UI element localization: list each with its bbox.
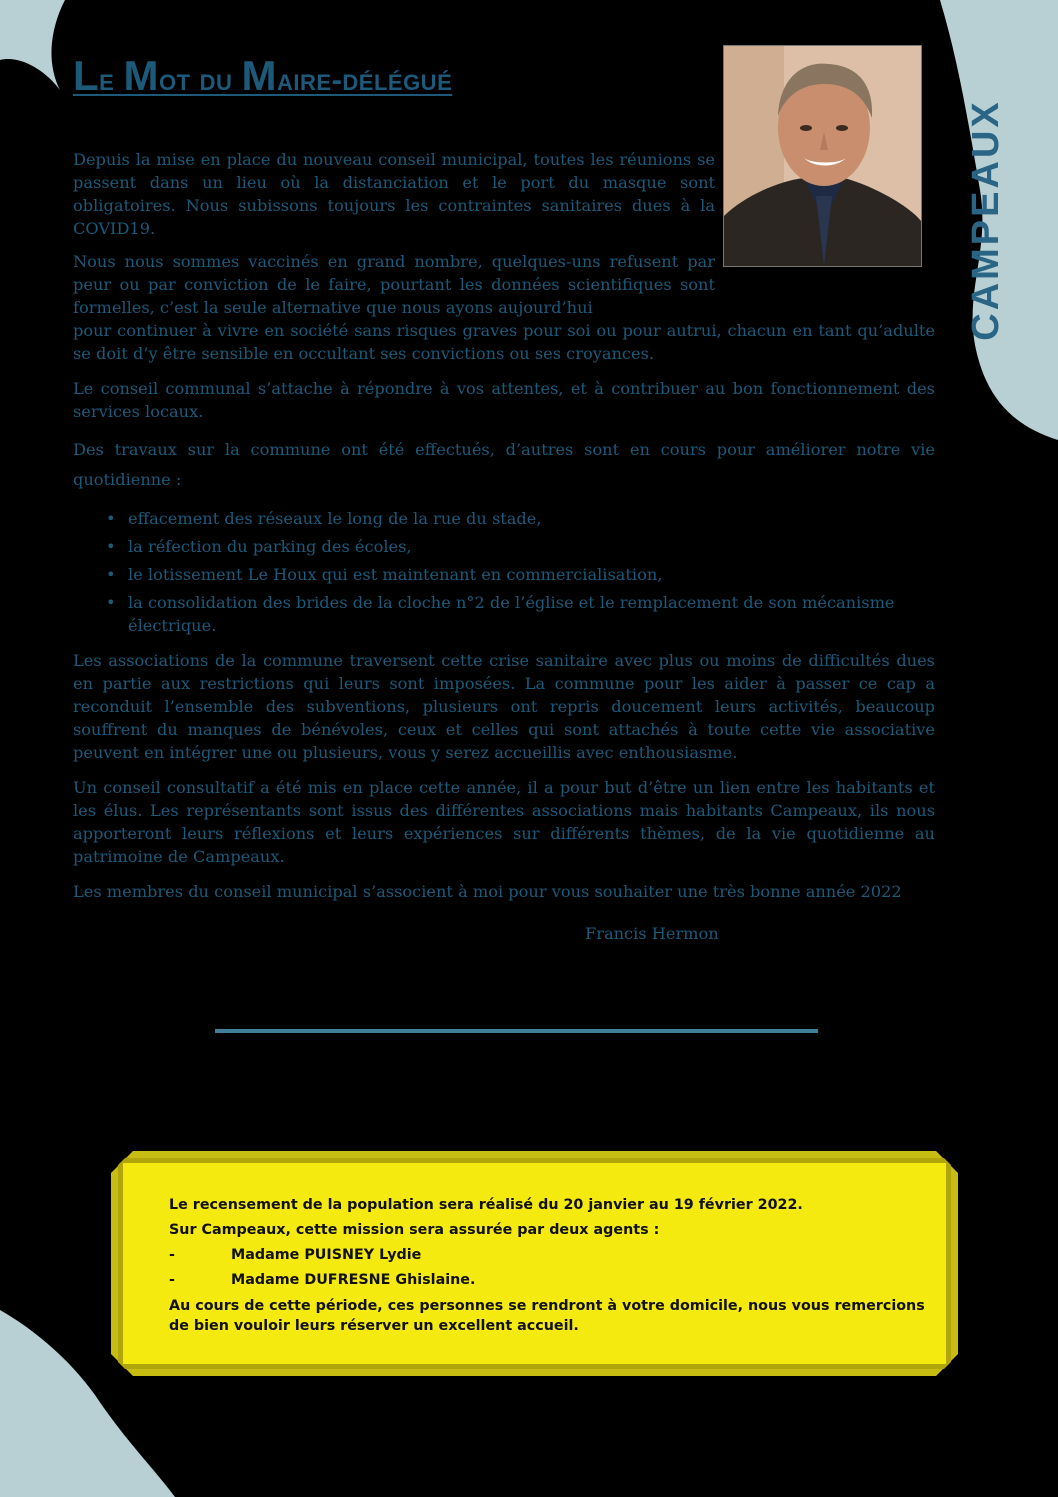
notice-line-2: Sur Campeaux, cette mission sera assurée par deux agents : [169, 1222, 660, 1238]
paragraph-6: Un conseil consultatif a été mis en place cette année, il a pour but d’être un lien entre les habitants et les élus. Les représentants sont issus des différentes associations mais habitants Campeaux, ils nous apporteront leurs réflexions et leurs expériences sur différents thèmes, de la vie quotidienne au patrimoine de Campeaux. [73, 778, 935, 866]
paragraph-7: Les membres du conseil municipal s’associent à moi pour vous souhaiter une très bonne année 2022 [73, 882, 902, 901]
census-notice-box [111, 1151, 958, 1376]
title-word-3: Maire-délégué [241, 52, 453, 99]
title-word-1: Le [73, 52, 124, 99]
title-word-2: Mot du [123, 52, 242, 99]
paragraph-3: Le conseil communal s’attache à répondre à vos attentes, et à contribuer au bon fonctionnement des services locaux. [73, 379, 935, 421]
agent-row [169, 1243, 929, 1268]
list-item: • effacement des réseaux le long de la rue du stade, [128, 507, 935, 530]
agent-name: Madame DUFRESNE Ghislaine. [231, 1272, 476, 1288]
village-name-vertical: CAMPEAUX [965, 99, 1007, 341]
paragraph-1: Depuis la mise en place du nouveau conseil municipal, toutes les réunions se passent dans un lieu où la distanciation et le port du masque sont obligatoires. Nous subissons toujours les contraintes sanitaires dues à la COVID19. [73, 150, 715, 238]
paragraph-2-rest: pour continuer à vivre en société sans risques graves pour soi ou pour autrui, chacun en tant qu’adulte se doit d’y être sensible en occultant ses convictions ou ses croyances. [73, 321, 935, 363]
notice-closing: Au cours de cette période, ces personnes se rendront à votre domicile, nous vous remercions de bien vouloir leurs réserver un excellent accueil. [169, 1298, 925, 1334]
agent-dash: - [169, 1247, 175, 1263]
agent-row [169, 1268, 929, 1293]
works-list [73, 507, 935, 637]
article-body [73, 148, 935, 915]
paragraph-5: Les associations de la commune traversent cette crise sanitaire avec plus ou moins de difficultés dues en partie aux restrictions qui leurs sont imposées. La commune pour les aider à passer ce cap a reconduit l’ensemble des subventions, plusieurs ont repris doucement leurs activités, beaucoup souffrent du manques de bénévoles, ceux et celles qui sont attachés à toute cette vie associative peuvent en intégrer une ou plusieurs, vous y serez accueillis avec enthousiasme. [73, 651, 935, 762]
divider-line [215, 1029, 818, 1033]
agent-dash: - [169, 1272, 175, 1288]
paragraph-4: Des travaux sur la commune ont été effectués, d’autres sont en cours pour améliorer notre vie quotidienne : [73, 440, 935, 489]
page-title [73, 52, 452, 100]
paragraph-2-top: Nous nous sommes vaccinés en grand nombre, quelques-uns refusent par peur ou par conviction de le faire, pourtant les données scientifiques sont formelles, c’est la seule alternative que nous ayons aujourd’hui [73, 252, 715, 317]
list-item: • le lotissement Le Houx qui est maintenant en commercialisation, [128, 563, 935, 586]
list-item: • la réfection du parking des écoles, [128, 535, 935, 558]
paragraph-2 [73, 250, 935, 365]
signature: Francis Hermon [585, 924, 719, 943]
notice-line-1: Le recensement de la population sera réalisé du 20 janvier au 19 février 2022. [169, 1197, 803, 1213]
agent-name: Madame PUISNEY Lydie [231, 1247, 422, 1263]
list-item: • la consolidation des brides de la cloche n°2 de l’église et le remplacement de son mécanisme électrique. [128, 591, 935, 637]
notice-text [169, 1193, 929, 1336]
top-left-blob [0, 0, 65, 90]
